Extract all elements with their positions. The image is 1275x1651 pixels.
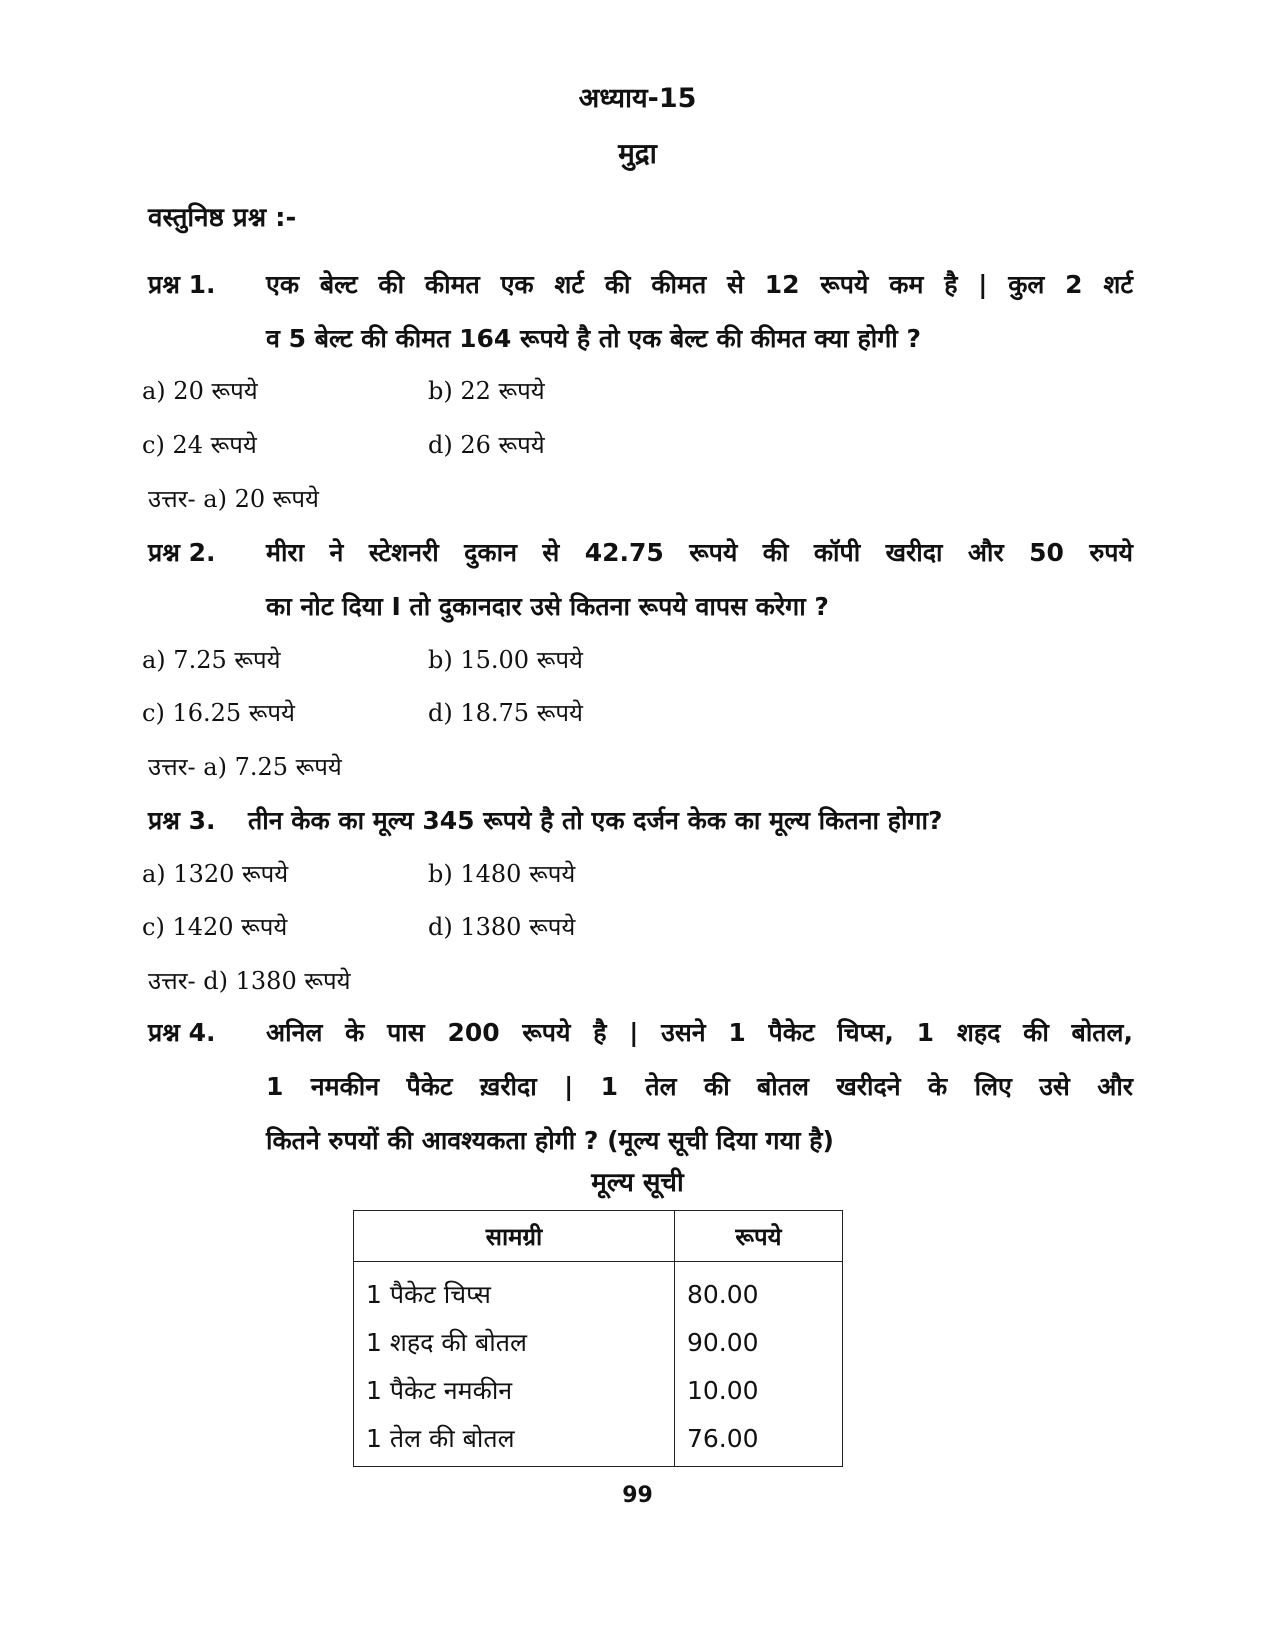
question-line: एक बेल्ट की कीमत एक शर्ट की कीमत से 12 रूपये कम है | कुल 2 शर्ट [266, 270, 1133, 299]
price-cell: 80.00 [675, 1262, 843, 1319]
option-a: a) 20 रूपये [142, 377, 258, 405]
price-list-table [353, 1210, 843, 1467]
question-line: अनिल के पास 200 रूपये है | उसने 1 पैकेट चिप्स, 1 शहद की बोतल, [266, 1018, 1133, 1047]
question-label: प्रश्न 3. [148, 806, 216, 835]
column-header-price: रूपये [675, 1211, 843, 1262]
question-1 [148, 258, 1133, 366]
question-line: का नोट दिया I तो दुकानदार उसे कितना रूपये वापस करेगा ? [266, 592, 829, 621]
section-heading: वस्तुनिष्ठ प्रश्न :- [148, 203, 297, 233]
table-row [354, 1366, 843, 1414]
price-cell: 90.00 [675, 1318, 843, 1366]
option-b: b) 1480 रूपये [428, 860, 576, 888]
option-c: c) 16.25 रूपये [142, 699, 295, 727]
question-line: व 5 बेल्ट की कीमत 164 रूपये है तो एक बेल्ट की कीमत क्या होगी ? [266, 324, 921, 353]
option-a: a) 7.25 रूपये [142, 646, 281, 674]
question-2 [148, 526, 1133, 634]
item-cell: 1 शहद की बोतल [354, 1318, 675, 1366]
subject-title: मुद्रा [618, 137, 657, 170]
page-number: 99 [622, 1483, 653, 1508]
option-b: b) 15.00 रूपये [428, 646, 583, 674]
question-line: मीरा ने स्टेशनरी दुकान से 42.75 रूपये की कॉपी खरीदा और 50 रुपये [266, 538, 1133, 567]
table-row [354, 1414, 843, 1467]
answer: उत्तर- a) 7.25 रूपये [148, 753, 342, 781]
question-line: 1 नमकीन पैकेट ख़रीदा | 1 तेल की बोतल खरीदने के लिए उसे और [266, 1072, 1133, 1101]
table-row [354, 1318, 843, 1366]
table-header-row [354, 1211, 843, 1262]
question-label: प्रश्न 4. [148, 1018, 216, 1047]
answer: उत्तर- a) 20 रूपये [148, 485, 319, 513]
chapter-title: अध्याय-15 [578, 83, 697, 114]
option-a: a) 1320 रूपये [142, 860, 289, 888]
option-d: d) 1380 रूपये [428, 913, 576, 941]
question-line: कितने रुपयों की आवश्यकता होगी ? (मूल्य सूची दिया गया है) [266, 1126, 834, 1155]
answer: उत्तर- d) 1380 रूपये [148, 967, 351, 995]
item-cell: 1 पैकेट नमकीन [354, 1366, 675, 1414]
option-b: b) 22 रूपये [428, 377, 545, 405]
price-list-title: मूल्य सूची [591, 1168, 684, 1198]
option-c: c) 1420 रूपये [142, 913, 288, 941]
item-cell: 1 पैकेट चिप्स [354, 1262, 675, 1319]
price-cell: 10.00 [675, 1366, 843, 1414]
table-row [354, 1262, 843, 1319]
question-3 [148, 794, 1123, 848]
question-label: प्रश्न 1. [148, 270, 216, 299]
item-cell: 1 तेल की बोतल [354, 1414, 675, 1467]
option-d: d) 26 रूपये [428, 431, 545, 459]
question-line: तीन केक का मूल्य 345 रूपये है तो एक दर्जन केक का मूल्य कितना होगा? [248, 806, 943, 835]
option-c: c) 24 रूपये [142, 431, 257, 459]
question-label: प्रश्न 2. [148, 538, 216, 567]
column-header-item: सामग्री [354, 1211, 675, 1262]
price-cell: 76.00 [675, 1414, 843, 1467]
option-d: d) 18.75 रूपये [428, 699, 583, 727]
question-4 [148, 1006, 1133, 1168]
